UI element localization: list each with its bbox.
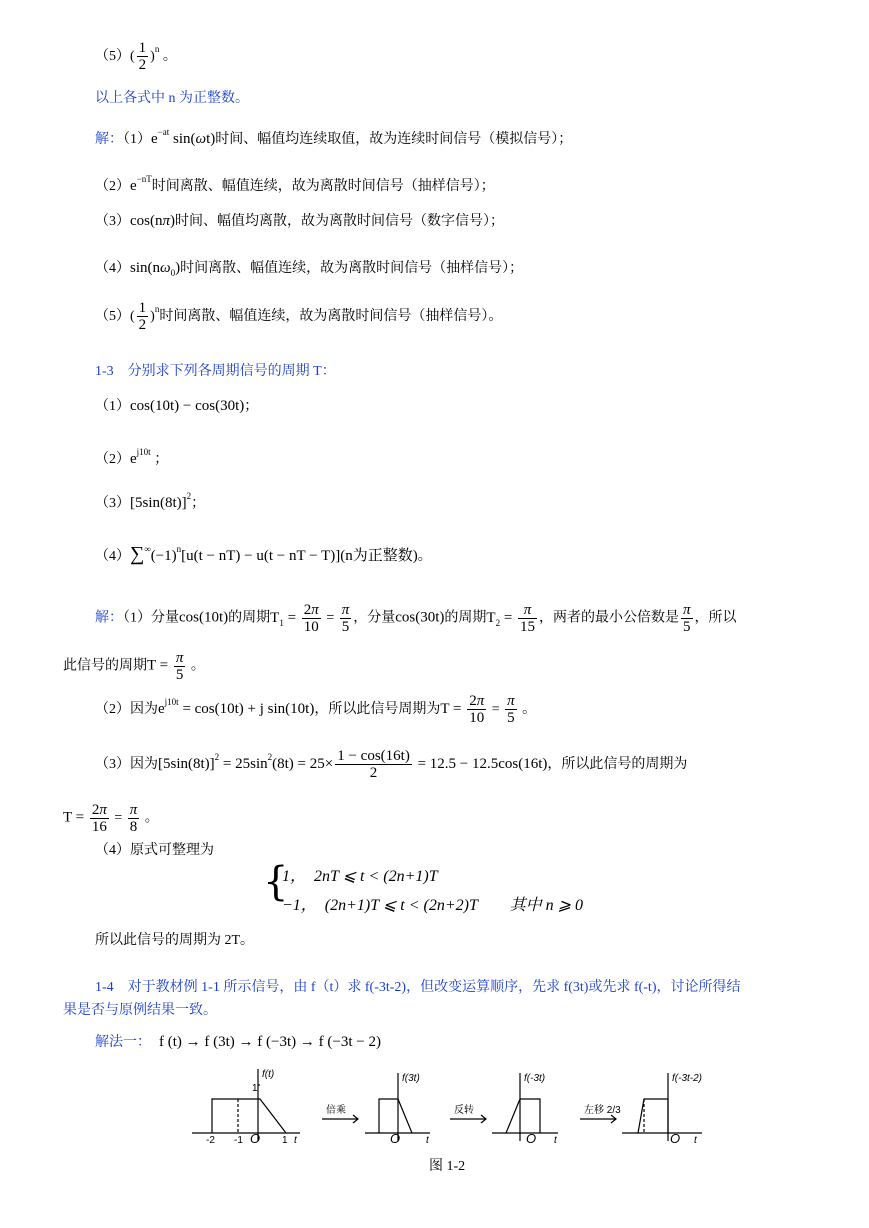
piecewise-brace: { <box>263 859 289 905</box>
q13-item3: $(3)[5\sin(8t)]^2$； <box>95 491 206 511</box>
svg-text:f(-3t): f(-3t) <box>524 1073 546 1084</box>
fig-label-ft: f(t) <box>262 1069 275 1080</box>
a13-4-line: （4）原式可整理为 <box>95 843 214 858</box>
a13-1-cont: 此信号的周期T = $\frac{\pi}{5}$ 。 <box>63 650 205 683</box>
note-n-positive: 以上各式中 n 为正整数。 <box>95 91 249 106</box>
fig-op2: 反转 <box>454 1105 474 1116</box>
figure-caption: 图 1-2 <box>429 1159 466 1174</box>
svg-text:t: t <box>294 1135 297 1146</box>
svg-text:O: O <box>250 1131 261 1146</box>
fig-op3: 左移 2/3 <box>584 1105 621 1116</box>
svg-text:-2: -2 <box>206 1135 215 1146</box>
svg-text:-1: -1 <box>234 1135 243 1146</box>
svg-text:O: O <box>670 1131 681 1146</box>
svg-text:f(3t): f(3t) <box>402 1073 420 1084</box>
piecewise-row2: −1， (2n+1)T ⩽ t < (2n+2)T 其中 n ⩾ 0 <box>282 897 583 914</box>
svg-text:O: O <box>526 1131 537 1146</box>
q13-item4: $(4)\sum^\infty(-1)^n[u(t - nT) - u(t$ − nT − T)](n为正整数)。 <box>95 543 432 565</box>
a13-4-conclusion: 所以此信号的周期为 2T。 <box>95 933 255 948</box>
q13-title: 1-3 分别求下列各周期信号的周期 T： <box>95 364 336 379</box>
a13-1-line: 解：（1）分量cos(10t)的周期$T_1$ = $\frac{2\pi}{10}$ = $\frac{\pi}{5}$ ，分量cos(30t)的周期$T_2$ = $\frac{\pi}{15}$ ，两者的最小公倍数是 $\frac{\pi}{5}$ ，所以 <box>95 602 737 635</box>
svg-text:t: t <box>694 1135 697 1146</box>
a13-2-line: （2）因为$e^{j10t} = \cos(10t) + j$ sin(10t)，所以此信号周期为T = $\frac{2\pi}{10}$ = $\frac{\pi}{5}$ 。 <box>95 693 537 727</box>
svg-text:1: 1 <box>282 1135 288 1146</box>
method1-line: 解法一： f (t) → f (3t) → f (−3t) → f (−3t − 2) <box>95 1034 381 1050</box>
sol1-line: 解：$(1)e^{-at}$ sin(ωt)时间、幅值均连续取值，故为连续时间信号（模拟信号）； <box>95 127 573 147</box>
svg-text:f(-3t-2): f(-3t-2) <box>672 1073 702 1084</box>
a13-3-line: （3）因为$[5\sin(8t)]^2 = 25\sin^2(8t) = 25\times$ $\frac{1 - \cos(16t)}{2}$ = 12.5 − 12.5cos(16t)，所以此信号的周期为 <box>95 748 688 782</box>
svg-text:1: 1 <box>252 1083 258 1094</box>
piecewise-row1: 1， 2nT ⩽ t < (2n+1)T <box>282 868 438 885</box>
sol3-line: （3）cos(nπ)时间、幅值均离散，故为离散时间信号（数字信号）； <box>95 213 505 229</box>
svg-text:t: t <box>554 1135 557 1146</box>
q14-line1: 1-4 对于教材例 1-1 所示信号，由 f（t）求 f(-3t-2)，但改变运算顺序，先求 f(3t)或先求 f(-t)，讨论所得结 <box>95 980 741 995</box>
q13-item2: $(2)e^{j10t}$ ； <box>95 447 169 467</box>
item5-top: （5）( $\frac{1}{2}$ )$^n$ 。 <box>95 40 177 74</box>
svg-text:t: t <box>426 1135 429 1146</box>
q13-item1: （1）cos(10t) − cos(30t)； <box>95 398 259 414</box>
a13-3-cont: T = $\frac{2\pi}{16}$ = $\frac{\pi}{8}$ 。 <box>63 802 159 835</box>
sol2-line: $(2)e^{-nT}$时间离散、幅值连续，故为离散时间信号（抽样信号）； <box>95 174 495 194</box>
fig-op1: 倍乘 <box>326 1105 346 1116</box>
sol4-line: $(4)\sin(n\omega_0)$时间离散、幅值连续，故为离散时间信号（抽样信号）； <box>95 260 524 278</box>
figure-1-2 <box>190 1063 710 1149</box>
q14-line2: 果是否与原例结果一致。 <box>63 1003 217 1018</box>
sol5-line: （5）( $\frac{1}{2}$ )$^n$时间离散、幅值连续，故为离散时间信号（抽样信号）。 <box>95 300 503 334</box>
svg-text:O: O <box>390 1131 401 1146</box>
